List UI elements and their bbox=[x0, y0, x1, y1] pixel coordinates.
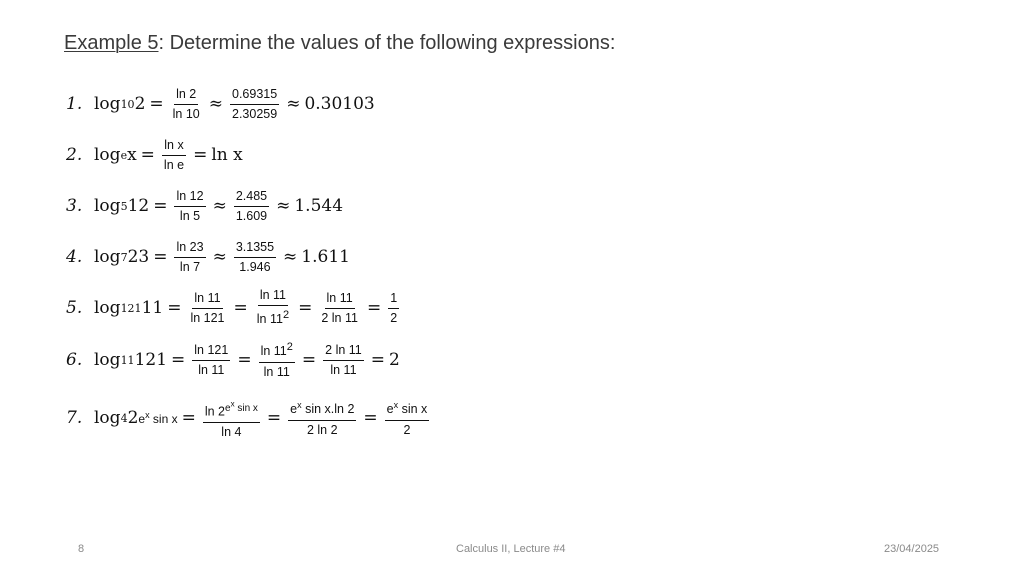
log-argument: 11 bbox=[141, 298, 164, 318]
approx-sign: ≈ bbox=[276, 196, 291, 216]
fraction bbox=[385, 398, 430, 437]
item-number: 2. bbox=[66, 145, 83, 165]
numerator: ln 2 bbox=[174, 87, 198, 105]
result: 2 bbox=[389, 350, 400, 370]
fraction bbox=[171, 87, 202, 122]
log-subscript: e bbox=[120, 148, 128, 162]
numerator: ln x bbox=[162, 138, 185, 156]
exponent-power: x bbox=[145, 410, 150, 420]
log-subscript: 121 bbox=[120, 301, 142, 315]
numerator: ln 121 bbox=[192, 343, 230, 361]
numerator: 0.69315 bbox=[230, 87, 279, 105]
equals-sign: = bbox=[237, 350, 252, 370]
denominator: ln 5 bbox=[179, 208, 201, 223]
equals-sign: = bbox=[363, 408, 378, 428]
approx-sign: ≈ bbox=[212, 196, 227, 216]
equals-sign: = bbox=[298, 298, 313, 318]
fraction bbox=[255, 288, 291, 327]
exponent-base: e bbox=[225, 402, 231, 414]
denominator: 2 bbox=[390, 310, 398, 325]
fraction bbox=[234, 240, 276, 275]
log-base: log bbox=[94, 408, 121, 428]
equals-sign: = bbox=[233, 298, 248, 318]
fraction bbox=[162, 138, 186, 173]
log-subscript: 4 bbox=[120, 411, 128, 425]
log-base: log bbox=[94, 247, 121, 267]
fraction bbox=[192, 343, 230, 378]
denominator: 2 ln 2 bbox=[306, 422, 338, 437]
approx-sign: ≈ bbox=[212, 247, 227, 267]
denominator-base: ln 11 bbox=[256, 312, 283, 327]
denominator: ln 11 bbox=[198, 362, 225, 377]
log-base: log bbox=[94, 298, 121, 318]
expression-4 bbox=[66, 235, 350, 279]
numerator: ln 23 bbox=[174, 240, 205, 258]
denominator: ln 7 bbox=[179, 259, 201, 274]
equals-sign: = bbox=[193, 145, 208, 165]
equals-sign: = bbox=[167, 298, 182, 318]
result: 0.30103 bbox=[304, 94, 375, 114]
exponent bbox=[225, 399, 258, 414]
log-subscript: 7 bbox=[120, 250, 128, 264]
exponent-tail: sin x bbox=[149, 412, 178, 426]
exponent: x bbox=[393, 400, 399, 411]
fraction bbox=[188, 291, 226, 326]
numerator: 3.1355 bbox=[234, 240, 276, 258]
denominator: ln 10 bbox=[172, 106, 200, 121]
result: 1.611 bbox=[301, 247, 350, 267]
item-number: 5. bbox=[66, 298, 83, 318]
item-number: 3. bbox=[66, 196, 83, 216]
denominator: ln 11 bbox=[263, 364, 290, 379]
numerator: 2 ln 11 bbox=[323, 343, 364, 361]
expression-3 bbox=[66, 184, 343, 228]
item-number: 1. bbox=[66, 94, 83, 114]
fraction bbox=[174, 189, 205, 224]
log-argument: 2 bbox=[134, 94, 146, 114]
equals-sign: = bbox=[153, 196, 168, 216]
numerator-tail: sin x.ln 2 bbox=[301, 402, 355, 417]
fraction bbox=[230, 87, 279, 122]
item-number: 4. bbox=[66, 247, 83, 267]
fraction bbox=[288, 398, 356, 437]
equals-sign: = bbox=[149, 94, 164, 114]
fraction bbox=[388, 291, 399, 326]
item-number: 6. bbox=[66, 350, 83, 370]
approx-sign: ≈ bbox=[283, 247, 298, 267]
denominator: 1.609 bbox=[235, 208, 268, 223]
log-subscript: 10 bbox=[120, 97, 135, 111]
approx-sign: ≈ bbox=[208, 94, 223, 114]
exponent: x bbox=[297, 400, 302, 411]
e-base: e bbox=[386, 402, 394, 417]
denominator: 2 bbox=[403, 422, 411, 437]
numerator: 1 bbox=[388, 291, 399, 309]
numerator-base: ln 11 bbox=[260, 344, 287, 359]
numerator bbox=[259, 340, 295, 362]
log-argument: 12 bbox=[127, 196, 150, 216]
log-subscript: 5 bbox=[120, 199, 128, 213]
fraction bbox=[203, 396, 260, 439]
equals-sign: = bbox=[301, 350, 317, 370]
equals-sign: = bbox=[370, 350, 385, 370]
footer-center-text: Calculus II, Lecture #4 bbox=[456, 543, 566, 555]
numerator: 2.485 bbox=[234, 189, 269, 207]
numerator bbox=[385, 398, 430, 420]
denominator: 2.30259 bbox=[232, 106, 278, 121]
expression-2 bbox=[66, 133, 243, 177]
fraction bbox=[259, 340, 295, 379]
log-argument: 121 bbox=[134, 350, 168, 370]
denominator: 1.946 bbox=[239, 259, 271, 274]
fraction bbox=[319, 291, 360, 326]
exponent bbox=[138, 410, 177, 426]
result: 1.544 bbox=[294, 196, 344, 216]
log-argument: 2 bbox=[127, 408, 139, 428]
approx-sign: ≈ bbox=[286, 94, 301, 114]
item-number: 7. bbox=[66, 408, 83, 428]
exponent-base: e bbox=[138, 412, 146, 426]
title-lead: Example 5 bbox=[64, 32, 159, 54]
slide-title bbox=[64, 32, 615, 55]
exponent: 2 bbox=[286, 341, 293, 354]
numerator bbox=[288, 398, 356, 420]
denominator: ln 121 bbox=[190, 310, 225, 325]
expression-1 bbox=[66, 82, 375, 126]
denominator: ln 4 bbox=[221, 424, 242, 439]
equals-sign: = bbox=[171, 350, 186, 370]
title-rest: : Determine the values of the following expressions: bbox=[158, 32, 616, 54]
fraction bbox=[174, 240, 205, 275]
equals-sign: = bbox=[366, 298, 382, 318]
fraction bbox=[234, 189, 269, 224]
numerator: ln 11 bbox=[192, 291, 222, 309]
equals-sign: = bbox=[140, 145, 155, 165]
page-number: 8 bbox=[78, 543, 85, 555]
log-argument: x bbox=[127, 145, 137, 165]
fraction bbox=[323, 343, 364, 378]
denominator: ln e bbox=[163, 157, 185, 172]
log-base: log bbox=[94, 94, 121, 114]
equals-sign: = bbox=[266, 408, 282, 428]
numerator-base: ln 2 bbox=[204, 404, 225, 419]
numerator: ln 11 bbox=[325, 291, 355, 309]
log-base: log bbox=[94, 145, 121, 165]
expression-6 bbox=[66, 338, 400, 382]
log-argument: 23 bbox=[127, 247, 150, 267]
footer-date: 23/04/2025 bbox=[884, 543, 940, 555]
denominator: ln 11 bbox=[330, 362, 357, 377]
denominator: 2 ln 11 bbox=[321, 310, 358, 325]
log-base: log bbox=[94, 350, 121, 370]
result: ln x bbox=[211, 145, 243, 165]
numerator bbox=[203, 396, 260, 422]
log-base: log bbox=[94, 196, 121, 216]
exponent-power: x bbox=[230, 399, 235, 409]
equals-sign: = bbox=[181, 408, 196, 428]
numerator-tail: sin x bbox=[398, 402, 428, 417]
denominator bbox=[255, 306, 291, 327]
exponent: 2 bbox=[282, 309, 290, 322]
exponent-tail: sin x bbox=[234, 402, 258, 414]
numerator: ln 11 bbox=[258, 288, 288, 306]
e-base: e bbox=[290, 402, 298, 417]
numerator: ln 12 bbox=[174, 189, 205, 207]
expression-7 bbox=[66, 396, 432, 440]
expression-5 bbox=[66, 286, 402, 330]
equals-sign: = bbox=[153, 247, 168, 267]
log-subscript: 11 bbox=[120, 353, 135, 367]
